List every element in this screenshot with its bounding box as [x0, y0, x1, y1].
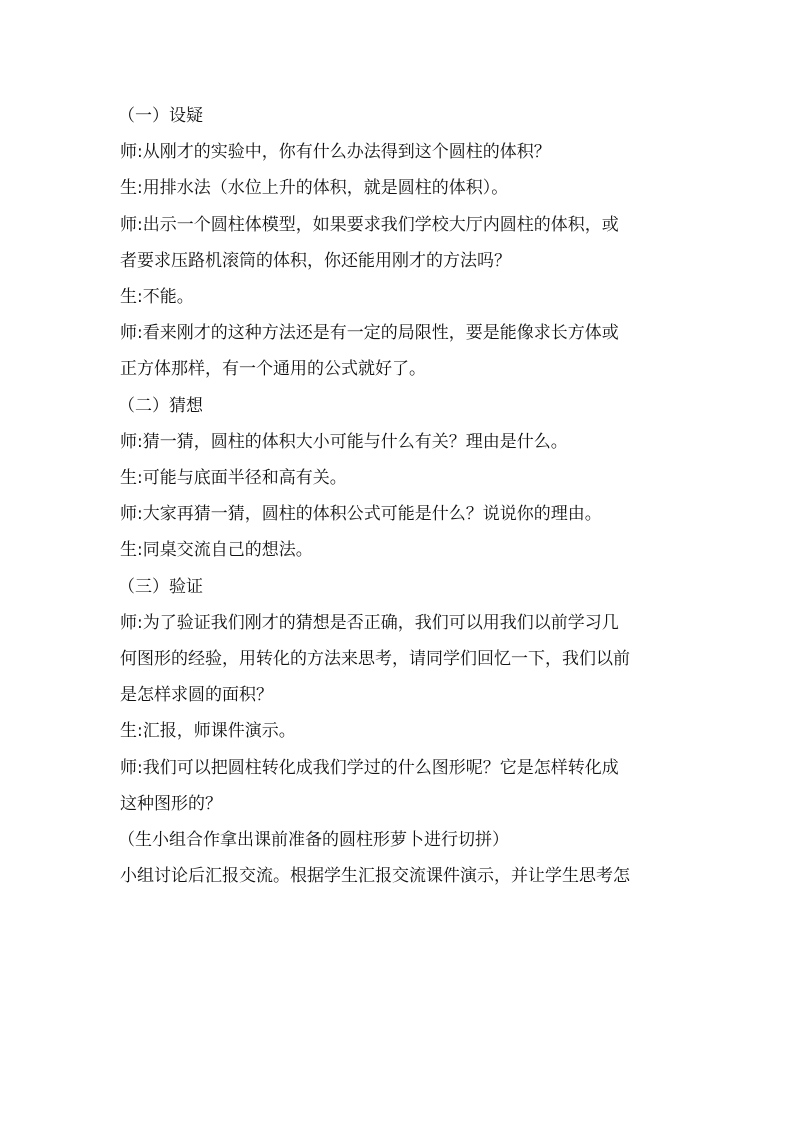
paragraph-line: 生:用排水法（水位上升的体积，就是圆柱的体积）。 — [120, 178, 509, 199]
section-heading-1: （一）设疑 — [118, 106, 203, 126]
paragraph-line: 师:出示一个圆柱体模型，如果要求我们学校大厅内圆柱的体积，或 — [120, 214, 619, 235]
paragraph-line: 是怎样求圆的面积？ — [120, 685, 273, 706]
paragraph-line: 正方体那样，有一个通用的公式就好了。 — [120, 359, 426, 380]
paragraph-line: 小组讨论后汇报交流。根据学生汇报交流课件演示，并让学生思考怎 — [120, 866, 630, 887]
activity-note: （生小组合作拿出课前准备的圆柱形萝卜进行切拼） — [118, 830, 509, 851]
section-heading-2: （二）猜想 — [118, 395, 203, 416]
document-body — [120, 98, 680, 894]
paragraph-line: 师:猜一猜，圆柱的体积大小可能与什么有关？理由是什么。 — [120, 431, 568, 452]
paragraph-line: 者要求压路机滚筒的体积，你还能用刚才的方法吗？ — [120, 250, 511, 271]
paragraph-line: 师:为了验证我们刚才的猜想是否正确，我们可以用我们以前学习几 — [120, 612, 619, 633]
paragraph-line: 师:看来刚才的这种方法还是有一定的局限性，要是能像求长方体或 — [120, 323, 619, 344]
paragraph-line: 何图形的经验，用转化的方法来思考，请同学们回忆一下，我们以前 — [120, 649, 630, 670]
paragraph-line: 生:可能与底面半径和高有关。 — [120, 468, 347, 489]
paragraph-line: 生:汇报，师课件演示。 — [120, 721, 296, 742]
paragraph-line: 师:大家再猜一猜，圆柱的体积公式可能是什么？说说你的理由。 — [120, 504, 602, 525]
paragraph-line: 师:从刚才的实验中，你有什么办法得到这个圆柱的体积？ — [120, 142, 551, 163]
paragraph-line: 这种图形的？ — [120, 793, 222, 814]
paragraph-line: 生:同桌交流自己的想法。 — [120, 540, 313, 561]
section-heading-3: （三）验证 — [118, 576, 203, 597]
paragraph-line: 生:不能。 — [120, 287, 194, 308]
paragraph-line: 师:我们可以把圆柱转化成我们学过的什么图形呢？它是怎样转化成 — [120, 757, 619, 778]
